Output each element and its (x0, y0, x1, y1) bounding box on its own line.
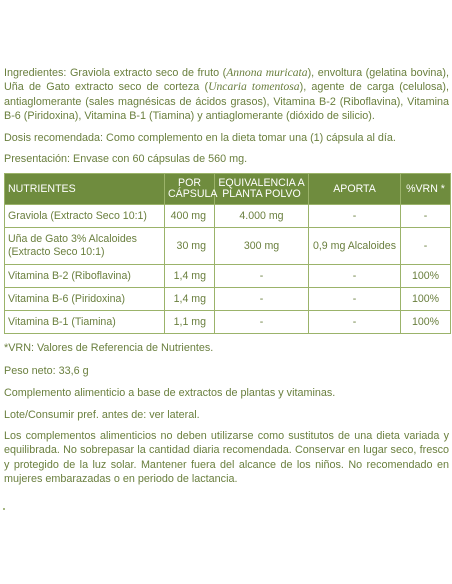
lot-text: Lote/Consumir pref. antes de: ver lateral. (4, 408, 200, 421)
table-row (5, 228, 451, 265)
cell-per-capsule: 1,1 mg (165, 311, 215, 334)
cell-per-capsule: 400 mg (165, 205, 215, 228)
cell-per-capsule: 1,4 mg (165, 265, 215, 288)
cell-equivalence: 4.000 mg (215, 205, 309, 228)
cell-aporta: - (309, 265, 401, 288)
cell-per-capsule: 30 mg (165, 228, 215, 265)
description-text: Complemento alimenticio a base de extractos de plantas y vitaminas. (4, 387, 336, 400)
cell-aporta: - (309, 205, 401, 228)
cell-nutrient: Uña de Gato 3% Alcaloides (Extracto Seco 10:1) (5, 228, 165, 265)
header-por-capsula: POR CÁPSULA (165, 174, 215, 205)
net-weight-text: Peso neto: 33,6 g (4, 364, 89, 377)
cell-equivalence: - (215, 311, 309, 334)
header-equivalencia: EQUIVALENCIA A PLANTA POLVO (215, 174, 309, 205)
ingredients-text-1: Ingredientes: Graviola extracto seco de fruto ( (4, 67, 227, 79)
table-row (5, 265, 451, 288)
cell-vrn: - (401, 205, 451, 228)
cell-nutrient: Graviola (Extracto Seco 10:1) (5, 205, 165, 228)
ingredients-text-2: ), envoltura (gelatina bovina), Uña de Gato extracto seco de corteza ( (4, 67, 449, 94)
cell-per-capsule: 1,4 mg (165, 288, 215, 311)
label-text-block (4, 66, 449, 487)
nutrition-table (4, 173, 451, 334)
vrn-footnote: *VRN: Valores de Referencia de Nutrientes. (4, 342, 214, 355)
ingredients-paragraph (4, 66, 449, 124)
cell-vrn: 100% (401, 288, 451, 311)
table-row (5, 311, 451, 334)
cell-nutrient: Vitamina B-1 (Tiamina) (5, 311, 165, 334)
cell-vrn: 100% (401, 265, 451, 288)
cell-vrn: 100% (401, 311, 451, 334)
presentation-text: Presentación: Envase con 60 cápsulas de 560 mg. (4, 153, 248, 166)
cell-nutrient: Vitamina B-6 (Piridoxina) (5, 288, 165, 311)
table-row (5, 288, 451, 311)
cell-aporta: - (309, 311, 401, 334)
header-aporta: APORTA (309, 174, 401, 205)
header-nutrientes: NUTRIENTES (5, 174, 165, 205)
scientific-name-una-de-gato: Uncaria tomentosa (208, 80, 300, 94)
scientific-name-graviola: Annona muricata (226, 66, 308, 79)
cell-equivalence: - (215, 288, 309, 311)
cell-aporta: - (309, 288, 401, 311)
ingredients-text-3: ), agente de carga (celulosa), antiaglomerante (sales magnésicas de ácidos grasos), Vitamina B-2 (Riboflavina), Vitamina B-6 (Piridoxina), Vitamina B-1 (Tiamina) y antiaglomerante (dióxido de silicio). (4, 81, 449, 123)
cell-aporta: 0,9 mg Alcaloides (309, 228, 401, 265)
dose-text: Dosis recomendada: Como complemento en la dieta tomar una (1) cápsula al día. (4, 131, 396, 144)
cell-equivalence: - (215, 265, 309, 288)
cell-nutrient: Vitamina B-2 (Riboflavina) (5, 265, 165, 288)
cell-equivalence: 300 mg (215, 228, 309, 265)
header-vrn: %VRN * (401, 174, 451, 205)
cell-vrn: - (401, 228, 451, 265)
warning-paragraph: Los complementos alimenticios no deben utilizarse como sustitutos de una dieta variada y equilibrada. No sobrepasar la cantidad diaria recomendada. Conservar en lugar seco, fresco y protegido de la luz solar. Mantener fuera del alcance de los niños. No recomendado en mujeres embarazadas o en periodo de lactancia. (4, 430, 449, 486)
stray-dot (3, 508, 5, 510)
table-row (5, 205, 451, 228)
nutrition-table-header-row (5, 174, 451, 205)
